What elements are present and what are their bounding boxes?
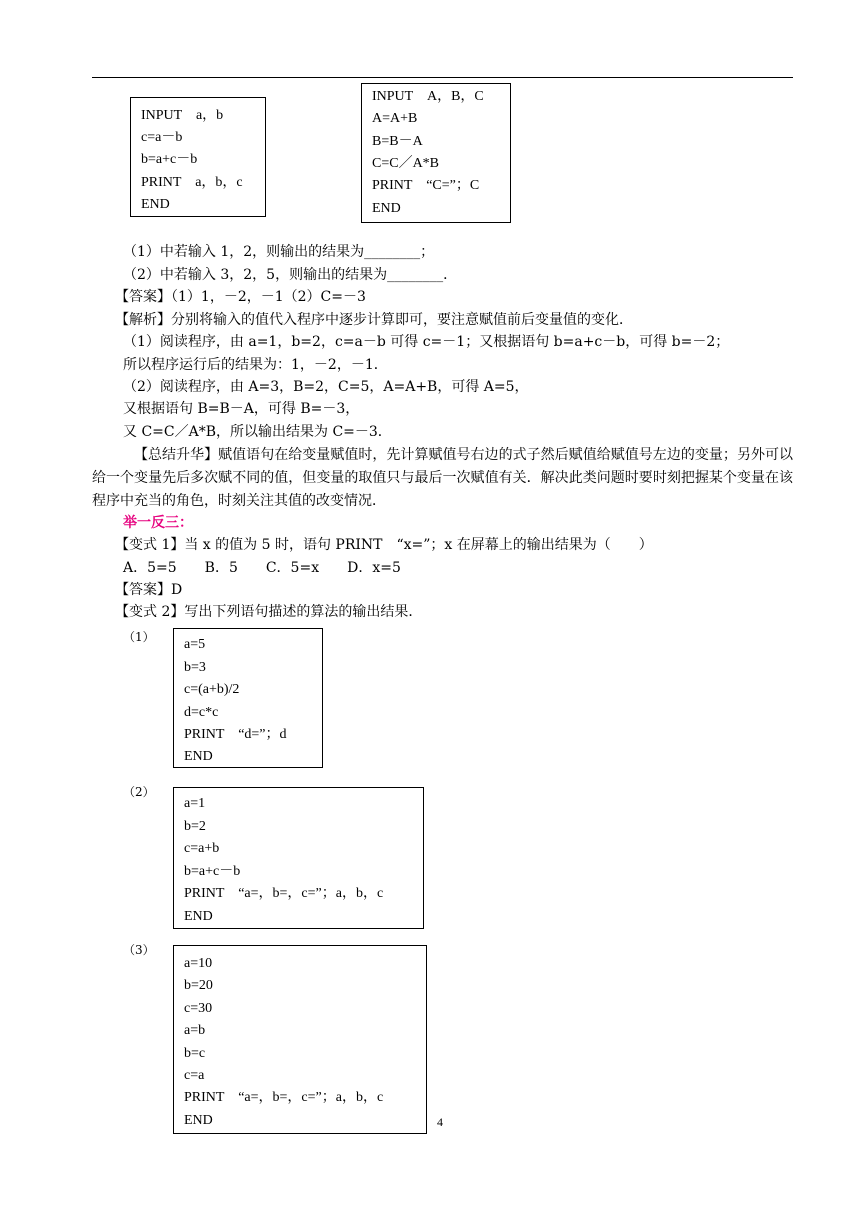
code-line: a=1: [184, 796, 206, 811]
code-line: B=B－A: [372, 134, 423, 149]
code-line: c=(a+b)/2: [184, 682, 240, 697]
analysis: 【解析】分别将输入的值代入程序中逐步计算即可，要注意赋值前后变量值的变化．: [115, 312, 633, 328]
summary-paragraph: [92, 444, 793, 513]
code-line: PRINT “d=”；d: [184, 727, 287, 742]
sub-label-2: （2）: [123, 785, 155, 799]
sub-label-1: （1）: [123, 630, 155, 644]
header-rule: [92, 77, 793, 78]
code-line: b=3: [184, 660, 206, 675]
code-line: b=2: [184, 819, 206, 834]
code-line: b=20: [184, 978, 213, 993]
code-line: PRINT “a=，b=，c=”；a，b，c: [184, 886, 384, 901]
code-line: b=a+c－b: [184, 864, 241, 879]
code-line: END: [184, 909, 213, 924]
code-line: a=5: [184, 637, 206, 652]
code-box-3: [173, 628, 323, 768]
code-line: PRINT a，b，c: [141, 175, 243, 190]
code-box-4: [173, 787, 424, 929]
code-line: b=c: [184, 1046, 206, 1061]
code-line: c=a: [184, 1068, 205, 1083]
code-line: PRINT “a=，b=，c=”；a，b，c: [184, 1090, 384, 1105]
code-line: END: [184, 749, 213, 764]
question-2: （2）中若输入 3，2，5，则输出的结果为________．: [123, 267, 458, 283]
code-line: d=c*c: [184, 705, 219, 720]
solution-1b: 所以程序运行后的结果为：1，－2，－1．: [123, 357, 388, 373]
summary-label: 【总结升华】: [134, 447, 219, 463]
code-line: c=30: [184, 1001, 213, 1016]
answer-1: 【答案】（1）1，－2，－1（2）C=－3: [115, 289, 366, 305]
solution-2b: 又根据语句 B=B－A，可得 B=－3，: [123, 401, 360, 417]
code-line: c=a+b: [184, 841, 220, 856]
solution-2c: 又 C=C／A*B，所以输出结果为 C=－3．: [123, 424, 392, 440]
variant-1-options: A．5=5 B．5 C．5=x D．x=5: [123, 560, 401, 576]
code-line: END: [184, 1113, 213, 1128]
code-line: a=b: [184, 1023, 206, 1038]
summary-text: 赋值语句在给变量赋值时，先计算赋值号右边的式子然后赋值给赋值号左边的变量；另外可以给一个变量先后多次赋不同的值，但变量的取值只与最后一次赋值有关．解决此类问题时要时刻把握某个变量在该程序中充当的角色，时刻关注其值的改变情况．: [92, 447, 794, 509]
answer-2: 【答案】D: [115, 582, 183, 598]
code-line: END: [372, 201, 401, 216]
code-line: a=10: [184, 956, 213, 971]
variant-2: 【变式 2】写出下列语句描述的算法的输出结果．: [115, 604, 423, 620]
sub-label-3: （3）: [123, 943, 155, 957]
code-line: A=A+B: [372, 111, 418, 126]
code-line: INPUT a，b: [141, 108, 224, 123]
variant-1: 【变式 1】当 x 的值为 5 时，语句 PRINT “x=”；x 在屏幕上的输出结果为（ ）: [115, 537, 653, 553]
code-line: PRINT “C=”；C: [372, 178, 480, 193]
practice-heading: 举一反三：: [123, 515, 193, 531]
solution-1a: （1）阅读程序，由 a=1，b=2，c=a－b 可得 c=－1；又根据语句 b=a+c－b，可得 b=－2；: [123, 334, 730, 350]
code-line: c=a－b: [141, 130, 183, 145]
code-line: INPUT A，B，C: [372, 89, 484, 104]
code-box-2: [361, 83, 511, 223]
solution-2a: （2）阅读程序，由 A=3，B=2，C=5，A=A+B，可得 A=5，: [123, 379, 529, 395]
code-line: END: [141, 197, 170, 212]
page-number: 4: [437, 1115, 443, 1129]
question-1: （1）中若输入 1，2，则输出的结果为________；: [123, 244, 435, 260]
code-box-1: [130, 97, 266, 217]
code-line: C=C／A*B: [372, 156, 440, 171]
code-line: b=a+c－b: [141, 152, 198, 167]
code-box-5: [173, 945, 427, 1134]
